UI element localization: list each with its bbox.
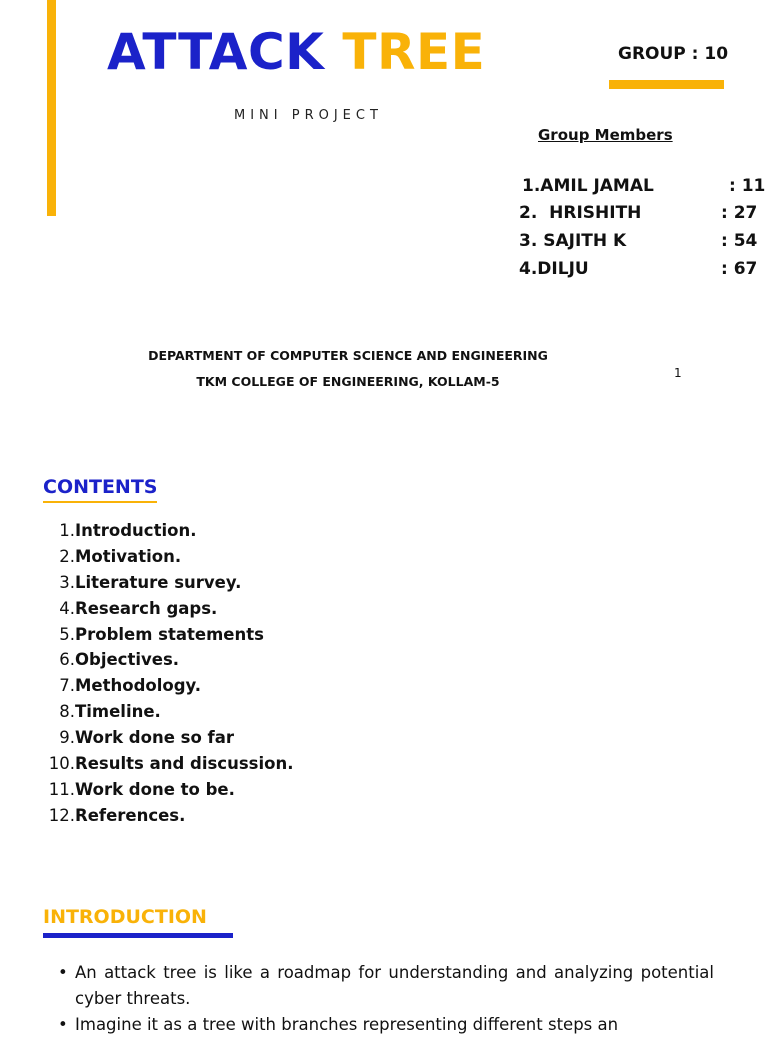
contents-item-number: 11.	[48, 779, 75, 799]
contents-item	[40, 803, 293, 829]
group-number: GROUP : 10	[618, 44, 729, 64]
contents-item-number: 8.	[59, 702, 75, 722]
contents-item-text: Methodology.	[75, 676, 202, 696]
contents-item-number: 5.	[59, 624, 75, 644]
contents-item-number: 3.	[59, 572, 75, 592]
contents-item	[40, 544, 293, 570]
member-roll: : 27	[721, 203, 758, 223]
member-name: HRISHITH	[549, 203, 642, 223]
member-number: 4.	[519, 259, 538, 279]
contents-item-text: Introduction.	[75, 521, 197, 540]
member-number: 2.	[519, 203, 538, 223]
introduction-heading: INTRODUCTION	[43, 906, 207, 928]
member-name: SAJITH K	[543, 231, 627, 251]
contents-item-text: Work done so far	[75, 728, 234, 748]
page-title	[107, 22, 485, 82]
contents-item-text: References.	[75, 805, 186, 825]
bullet-item	[58, 960, 714, 1012]
bullet-dot-icon: •	[58, 963, 68, 982]
contents-item-text: Research gaps.	[75, 598, 218, 618]
department-name: DEPARTMENT OF COMPUTER SCIENCE AND ENGINEERING	[148, 348, 548, 363]
bullet-dot-icon: •	[58, 1015, 68, 1034]
contents-item-text: Objectives.	[75, 650, 180, 670]
contents-item-text: Timeline.	[75, 702, 161, 722]
contents-item-number: 7.	[59, 676, 75, 696]
page-number: 1	[674, 366, 682, 380]
member-number: 3.	[519, 231, 538, 251]
contents-item-text: Results and discussion.	[75, 754, 294, 774]
member-name: DILJU	[537, 259, 589, 279]
contents-item	[40, 570, 293, 596]
member-roll: : 11	[729, 176, 766, 196]
contents-item	[40, 518, 293, 544]
contents-item	[40, 751, 293, 777]
title-word-tree: TREE	[342, 23, 486, 81]
member-roll: : 67	[721, 259, 758, 279]
contents-item-text: Motivation.	[75, 546, 182, 566]
contents-item	[40, 673, 293, 699]
contents-item-number: 1.	[59, 521, 75, 540]
contents-item-number: 12.	[48, 805, 75, 825]
contents-item-text: Problem statements	[75, 624, 264, 644]
introduction-underline-bar	[43, 933, 233, 938]
group-underline-bar	[609, 80, 724, 89]
subtitle: MINI PROJECT	[234, 108, 383, 123]
contents-item-number: 10.	[48, 754, 75, 774]
group-members-title: Group Members	[538, 126, 673, 144]
member-roll: : 54	[721, 231, 758, 251]
member-name: AMIL JAMAL	[540, 176, 654, 196]
contents-item-text: Literature survey.	[75, 572, 242, 592]
introduction-bullets	[58, 960, 714, 1038]
contents-item-number: 9.	[59, 728, 75, 748]
member-row	[519, 202, 641, 224]
contents-item-number: 2.	[59, 546, 75, 566]
left-accent-bar	[47, 0, 56, 216]
contents-item-text: Work done to be.	[75, 779, 235, 799]
title-word-attack: ATTACK	[107, 23, 325, 81]
contents-item-number: 6.	[59, 650, 75, 670]
contents-item	[40, 699, 293, 725]
college-name: TKM COLLEGE OF ENGINEERING, KOLLAM-5	[196, 374, 500, 389]
member-row	[522, 175, 654, 197]
contents-item	[40, 777, 293, 803]
contents-item-number: 4.	[59, 598, 75, 618]
member-row	[519, 258, 589, 280]
bullet-item	[58, 1012, 714, 1038]
member-row	[519, 230, 626, 252]
member-number: 1.	[522, 176, 541, 196]
bullet-text: An attack tree is like a roadmap for understanding and analyzing potential cyber threats.	[75, 963, 714, 1008]
contents-item	[40, 647, 293, 673]
contents-item	[40, 622, 293, 648]
contents-heading: CONTENTS	[43, 476, 157, 503]
contents-list	[40, 518, 293, 829]
contents-item	[40, 596, 293, 622]
contents-item	[40, 725, 293, 751]
bullet-text: Imagine it as a tree with branches representing different steps an	[75, 1015, 619, 1034]
